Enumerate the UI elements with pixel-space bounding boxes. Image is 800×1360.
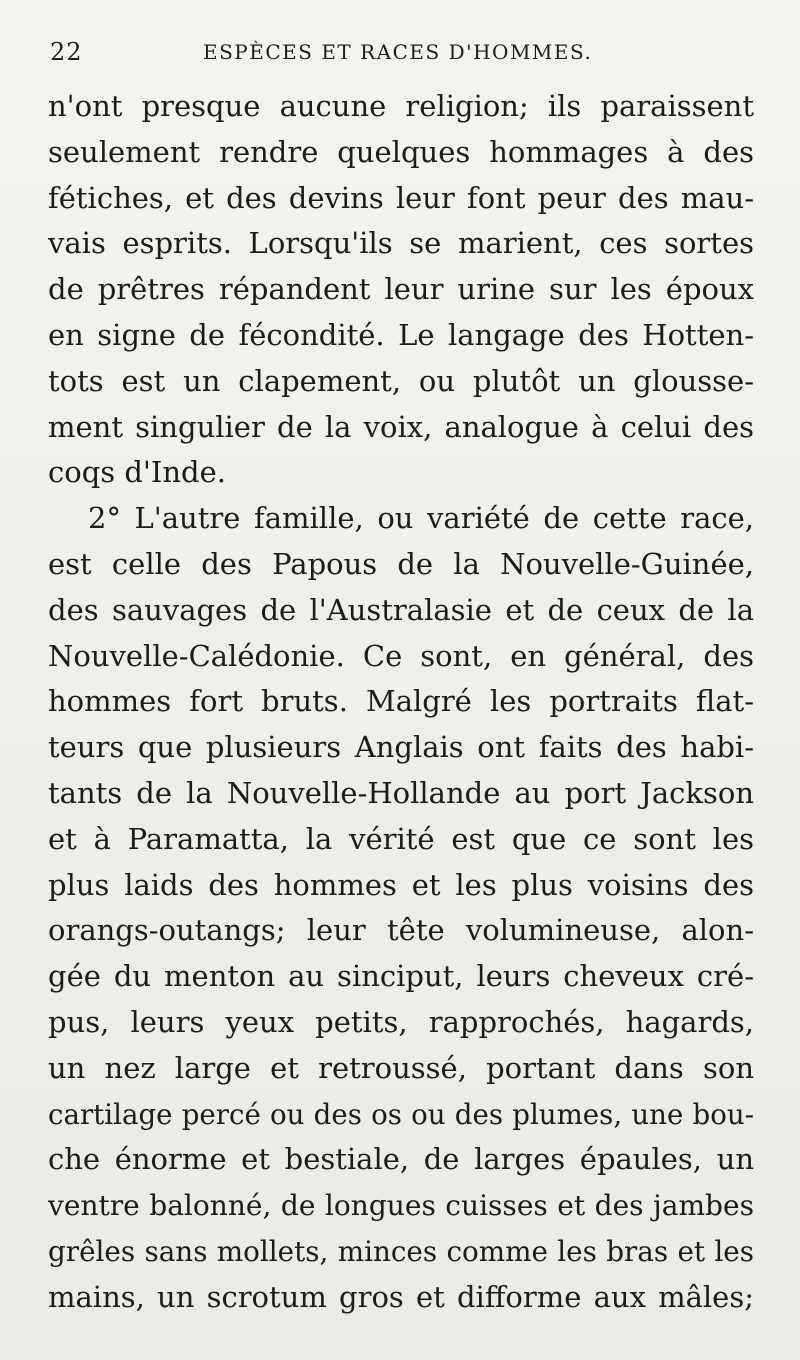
running-head: [50, 38, 750, 78]
text-line: plus laids des hommes et les plus voisins des: [48, 867, 754, 902]
text-line: des sauvages de l'Australasie et de ceux de la: [48, 592, 754, 627]
text-line: gée du menton au sinciput, leurs cheveux cré-: [48, 959, 754, 994]
text-line: orangs-outangs; leur tête volumineuse, alon-: [48, 913, 754, 948]
text-line: cartilage percé ou des os ou des plumes, une bou-: [48, 1097, 754, 1131]
text-line: Nouvelle-Calédonie. Ce sont, en général, des: [48, 638, 754, 673]
text-line: ment singulier de la voix, analogue à celui des: [48, 409, 754, 444]
text-line: hommes fort bruts. Malgré les portraits flat-: [48, 684, 754, 719]
text-line: seulement rendre quelques hommages à des: [48, 134, 754, 169]
text-line: vais esprits. Lorsqu'ils se marient, ces sortes: [48, 226, 754, 261]
text-line: che énorme et bestiale, de larges épaules, un: [48, 1142, 754, 1177]
text-line: de prêtres répandent leur urine sur les époux: [48, 272, 754, 307]
body-text: [48, 84, 754, 1321]
text-line: un nez large et retroussé, portant dans son: [48, 1050, 754, 1085]
text-line: tants de la Nouvelle-Hollande au port Jackson: [48, 775, 754, 810]
text-line: et à Paramatta, la vérité est que ce sont les: [48, 821, 754, 856]
text-line: mains, un scrotum gros et difforme aux mâles;: [48, 1279, 754, 1314]
page-number: 22: [50, 38, 83, 66]
text-line: n'ont presque aucune religion; ils paraissent: [48, 89, 754, 123]
text-line: pus, leurs yeux petits, rapprochés, hagards,: [48, 1004, 754, 1039]
text-line: ventre balonné, de longues cuisses et des jambes: [48, 1189, 754, 1223]
text-line: teurs que plusieurs Anglais ont faits des habi-: [48, 730, 754, 765]
running-title: ESPÈCES ET RACES D'HOMMES.: [203, 40, 593, 64]
text-line: tots est un clapement, ou plutôt un glousse-: [48, 363, 754, 398]
text-line: 2° L'autre famille, ou variété de cette race,: [88, 501, 754, 536]
text-line: grêles sans mollets, minces comme les bras et les: [48, 1234, 754, 1268]
text-line: est celle des Papous de la Nouvelle-Guinée,: [48, 546, 754, 581]
text-line: coqs d'Inde.: [48, 455, 226, 490]
text-line: en signe de fécondité. Le langage des Hotten-: [48, 317, 754, 352]
text-line: fétiches, et des devins leur font peur des mau-: [48, 180, 754, 215]
